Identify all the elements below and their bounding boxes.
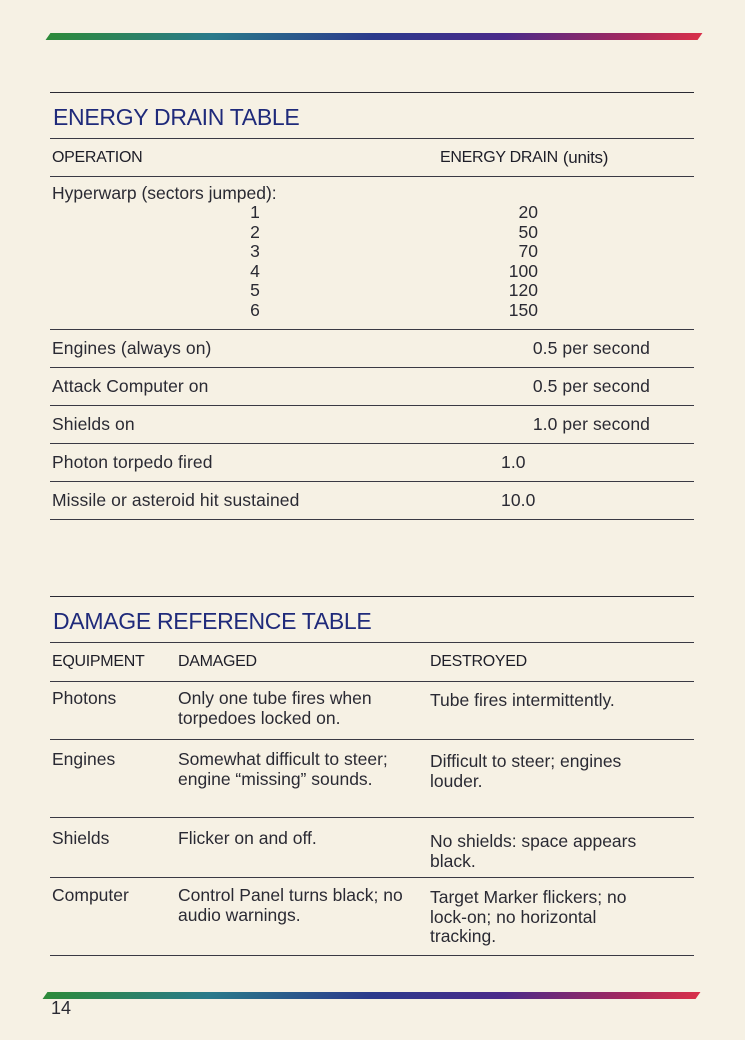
operation-label: Photon torpedo fired xyxy=(52,452,213,472)
damaged-effect: Flicker on and off. xyxy=(178,828,317,848)
sector-number: 4 xyxy=(250,260,260,281)
damage-column-headers xyxy=(50,643,694,681)
destroyed-effect: No shields: space appears black. xyxy=(430,831,637,871)
equipment-name: Computer xyxy=(52,885,129,905)
energy-column-headers xyxy=(50,139,694,176)
page-number: 14 xyxy=(51,998,72,1018)
energy-row xyxy=(50,368,694,405)
damage-row xyxy=(50,818,694,877)
drain-value: 0.5 per second xyxy=(532,338,650,358)
drain-value: 10.0 xyxy=(501,490,536,510)
destroyed-effect: Target Marker flickers; no lock-on; no horizontal tracking. xyxy=(430,887,627,946)
damaged-effect: Control Panel turns black; no audio warnings. xyxy=(178,885,403,925)
sector-drain: 150 xyxy=(508,299,538,320)
damage-row xyxy=(50,682,694,739)
col-damaged: DAMAGED xyxy=(178,653,257,671)
sector-drain: 70 xyxy=(518,241,538,261)
damage-table-title: DAMAGE REFERENCE TABLE xyxy=(53,608,372,634)
sector-drain: 100 xyxy=(508,260,538,281)
bottom-rainbow-stripe xyxy=(43,992,701,999)
sector-drain: 120 xyxy=(508,280,538,300)
col-units: (units) xyxy=(562,147,609,167)
equipment-name: Engines xyxy=(52,749,116,769)
energy-table-title: ENERGY DRAIN TABLE xyxy=(53,104,300,130)
sector-number: 1 xyxy=(250,202,260,222)
top-rainbow-stripe xyxy=(46,33,703,40)
drain-value: 1.0 xyxy=(501,452,526,472)
divider xyxy=(50,519,694,520)
sector-drain-list xyxy=(488,203,538,320)
col-energy-drain: ENERGY DRAIN xyxy=(440,148,558,166)
col-operation: OPERATION xyxy=(52,148,143,166)
equipment-name: Shields xyxy=(52,828,110,848)
operation-label: Attack Computer on xyxy=(52,376,209,396)
damaged-effect: Somewhat difficult to steer; engine “missing” sounds. xyxy=(178,749,388,789)
sector-drain: 20 xyxy=(518,202,538,222)
sector-number: 2 xyxy=(250,221,260,242)
sector-number: 6 xyxy=(250,299,260,320)
equipment-name: Photons xyxy=(52,688,117,708)
energy-row xyxy=(50,444,694,481)
destroyed-effect: Difficult to steer; engines louder. xyxy=(430,751,622,791)
hyperwarp-row xyxy=(50,177,694,329)
operation-label: Engines (always on) xyxy=(52,338,212,358)
damage-reference-table xyxy=(50,596,694,956)
sector-number: 5 xyxy=(250,280,260,300)
damaged-effect: Only one tube fires when torpedoes locked on. xyxy=(178,688,372,728)
damage-row xyxy=(50,740,694,817)
energy-row xyxy=(50,330,694,367)
drain-value: 0.5 per second xyxy=(532,376,650,396)
col-equipment: EQUIPMENT xyxy=(52,653,145,671)
sector-list xyxy=(240,203,270,320)
operation-label: Shields on xyxy=(52,414,135,434)
divider xyxy=(50,955,694,956)
damage-row xyxy=(50,878,694,955)
sector-number: 3 xyxy=(250,241,260,261)
energy-drain-table xyxy=(50,92,694,520)
hyperwarp-label: Hyperwarp (sectors jumped): xyxy=(52,183,277,203)
energy-row xyxy=(50,482,694,519)
drain-value: 1.0 per second xyxy=(532,414,650,434)
col-destroyed: DESTROYED xyxy=(430,653,527,671)
destroyed-effect: Tube fires intermittently. xyxy=(430,690,615,710)
operation-label: Missile or asteroid hit sustained xyxy=(52,490,300,510)
energy-row xyxy=(50,406,694,443)
sector-drain: 50 xyxy=(518,221,538,242)
